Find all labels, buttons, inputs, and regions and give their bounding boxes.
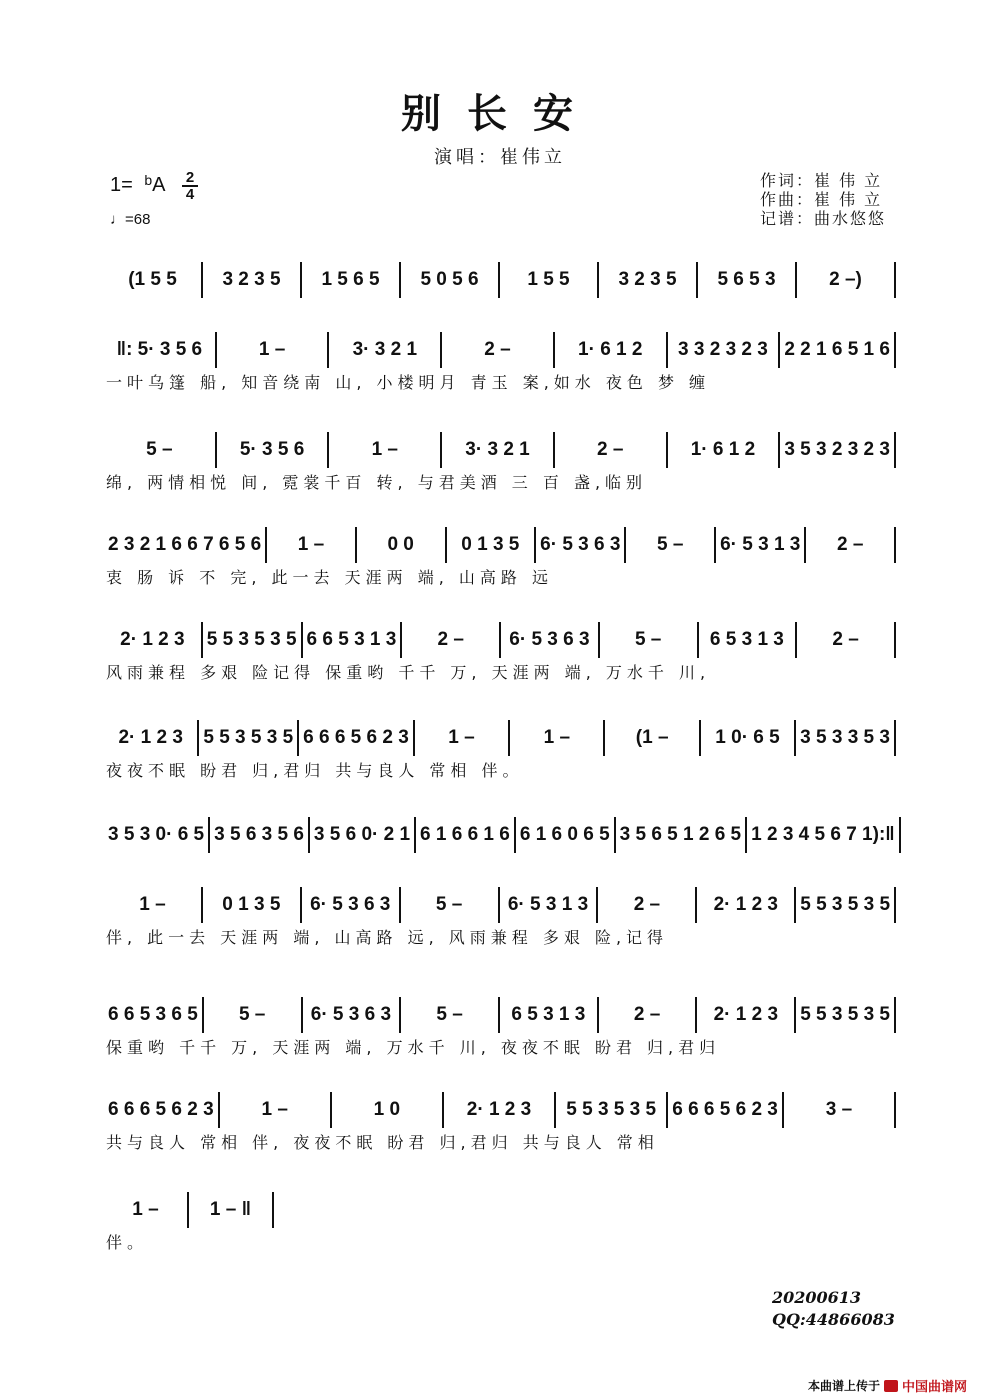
score-line [104, 1090, 896, 1154]
score-line [104, 430, 896, 494]
measure: 3 5 6 5 1 2 6 5 [619, 824, 742, 845]
qq-text: QQ:44866083 [772, 1310, 895, 1329]
measure: 0 1 3 5 [222, 894, 281, 915]
measure: 5 5 3 5 3 5 [566, 1099, 657, 1120]
lyrics-row: 一叶乌篷 船, 知音绕南 山, 小楼明月 青玉 案,如水 夜色 梦 缠 [106, 373, 711, 392]
measure: 1 – ‖ [209, 1199, 252, 1220]
notation-row [104, 995, 896, 1035]
measure: 3 5 6 3 5 6 [214, 824, 304, 845]
measure: 2 –) [829, 269, 862, 290]
notation-row [104, 260, 896, 300]
measure: 2 – [484, 339, 511, 360]
measure: 1 5 5 [527, 269, 570, 290]
singer-credit: 演唱：崔伟立 [434, 147, 566, 168]
tempo-marking: ♩=68 [110, 211, 151, 228]
key-prefix: 1= [110, 174, 139, 196]
notation-row [104, 330, 896, 370]
uploaded-label: 本曲谱上传于 [808, 1379, 881, 1393]
measure: (1 5 5 [128, 269, 177, 290]
measure: 3 5 6 0· 2 1 [313, 824, 411, 845]
bar-line [894, 887, 896, 923]
measure: 2 – [836, 534, 864, 555]
notation-row [104, 430, 896, 470]
measure: 5 5 3 5 3 5 [203, 727, 294, 748]
measure: 2· 1 2 3 [713, 894, 778, 915]
measure: 2 – [832, 629, 859, 650]
credits [760, 171, 886, 228]
key-note: A [152, 174, 166, 196]
notation-row [104, 885, 896, 925]
score-line [104, 718, 896, 782]
notation-row [104, 525, 896, 565]
measure: ‖: 5· 3 5 6 [116, 339, 203, 360]
measure: 6 6 6 5 6 2 3 [303, 727, 409, 748]
bar-line [894, 432, 896, 468]
lyrics-row: 共与良人 常相 伴, 夜夜不眠 盼君 归,君归 共与良人 常相 [106, 1133, 659, 1152]
measure: 5 – [634, 629, 662, 650]
measure: 6 5 3 1 3 [511, 1004, 586, 1025]
measure: 3 5 3 2 3 2 3 [784, 439, 890, 460]
measure: 3 2 3 5 [618, 269, 677, 290]
score-line [104, 620, 896, 684]
measure: 5 – [436, 1004, 463, 1025]
measure: 3· 3 2 1 [352, 339, 418, 360]
site-footer [808, 1376, 967, 1395]
lyrics-row: 伴, 此一去 天涯两 端, 山高路 远, 风雨兼程 多艰 险,记得 [106, 928, 669, 947]
notation-row [104, 620, 896, 660]
score-line [104, 1190, 896, 1254]
measure: 1 – [261, 1099, 288, 1120]
measure: 6 5 3 1 3 [709, 629, 784, 650]
measure: 1 – [448, 727, 475, 748]
lyrics-row [104, 855, 896, 879]
measure: 1 – [371, 439, 398, 460]
measure: 1 – [139, 894, 166, 915]
measure: 5 5 3 5 3 5 [800, 1004, 890, 1025]
time-signature [182, 170, 198, 202]
lyricist-credit: 作词：崔 伟 立 [760, 171, 883, 190]
measure: 1 – [297, 534, 325, 555]
score-line [104, 995, 896, 1059]
measure: 3 5 3 3 5 3 [800, 727, 890, 748]
score-title: 别长安 [401, 90, 599, 137]
measure: 3 3 2 3 2 3 [678, 339, 768, 360]
measure: 5 5 3 5 3 5 [206, 629, 297, 650]
composer-credit: 作曲：崔 伟 立 [760, 190, 883, 209]
measure: 6· 5 3 1 3 [720, 534, 801, 555]
measure: 6 6 6 5 6 2 3 [108, 1099, 214, 1120]
measure: 2 – [597, 439, 624, 460]
bar-line [894, 527, 896, 563]
time-signature-top: 2 [185, 169, 195, 186]
measure: 5 – [238, 1004, 266, 1025]
lyrics-row: 衷 肠 诉 不 完, 此一去 天涯两 端, 山高路 远 [106, 568, 553, 587]
lyrics-row: 夜夜不眠 盼君 归,君归 共与良人 常相 伴。 [106, 761, 524, 780]
measure: 5 0 5 6 [420, 269, 479, 290]
measure: 1 0· 6 5 [715, 727, 780, 748]
bar-line [894, 622, 896, 658]
measure: 3· 3 2 1 [465, 439, 530, 460]
score-line [104, 885, 896, 949]
bar-line [894, 262, 896, 298]
measure: 2· 1 2 3 [713, 1004, 779, 1025]
measure: 1 2 3 4 5 6 7 1):‖ [751, 824, 895, 845]
measure: 6 1 6 6 1 6 [420, 824, 510, 845]
measure: 6 6 5 3 6 5 [108, 1004, 198, 1025]
measure: 2· 1 2 3 [120, 629, 185, 650]
measure: 5 – [146, 439, 173, 460]
measure: 3 5 3 0· 6 5 [108, 824, 205, 845]
bar-line [272, 1192, 274, 1228]
score-line [104, 525, 896, 589]
date-stamp [772, 1287, 895, 1331]
measure: 2 – [437, 629, 464, 650]
measure: 2· 1 2 3 [118, 727, 183, 748]
measure: 6· 5 3 6 3 [310, 1004, 392, 1025]
measure: 6· 5 3 6 3 [509, 629, 590, 650]
bar-line [894, 997, 896, 1033]
lyrics-row [104, 300, 896, 324]
site-logo-icon [884, 1380, 898, 1392]
lyrics-row: 风雨兼程 多艰 险记得 保重哟 千千 万, 天涯两 端, 万水千 川, [106, 663, 711, 682]
measure: 5· 3 5 6 [239, 439, 305, 460]
measure: 5 – [657, 534, 684, 555]
site-name[interactable]: 中国曲谱网 [902, 1380, 968, 1395]
transcriber-credit: 记谱：曲水悠悠 [760, 209, 887, 228]
lyrics-row: 伴。 [106, 1233, 149, 1252]
measure: 0 1 3 5 [461, 534, 520, 555]
score-line [104, 815, 896, 879]
bar-line [899, 817, 901, 853]
measure: 3 2 3 5 [222, 269, 281, 290]
notation-row [104, 1190, 274, 1230]
measure: 2 – [633, 894, 661, 915]
bar-line [894, 1092, 896, 1128]
measure: 1· 6 1 2 [578, 339, 643, 360]
bar-line [894, 332, 896, 368]
notation-row [104, 1090, 896, 1130]
measure: 2 3 2 1 6 6 7 6 5 6 [108, 534, 262, 555]
score-line [104, 330, 896, 394]
notation-row [104, 815, 896, 855]
time-signature-bottom: 4 [185, 186, 195, 203]
measure: 5 5 3 5 3 5 [800, 894, 891, 915]
measure: 1 – [132, 1199, 159, 1220]
measure: 1 – [543, 727, 571, 748]
notation-row [104, 718, 896, 758]
measure: 1 5 6 5 [321, 269, 380, 290]
measure: 5 6 5 3 [717, 269, 776, 290]
measure: 2· 1 2 3 [466, 1099, 532, 1120]
measure: 2 2 1 6 5 1 6 [784, 339, 890, 360]
measure: 5 – [435, 894, 463, 915]
measure: (1 – [635, 727, 669, 748]
key-flat: b [144, 172, 153, 188]
lyrics-row: 绵, 两情相悦 间, 霓裳千百 转, 与君美酒 三 百 盏,临别 [106, 473, 648, 492]
bar-line [894, 720, 896, 756]
measure: 3 – [825, 1099, 853, 1120]
measure: 1· 6 1 2 [690, 439, 756, 460]
lyrics-row: 保重哟 千千 万, 天涯两 端, 万水千 川, 夜夜不眠 盼君 归,君归 [106, 1038, 721, 1057]
score-line [104, 260, 896, 324]
measure: 6· 5 3 6 3 [310, 894, 391, 915]
measure: 6· 5 3 6 3 [540, 534, 621, 555]
measure: 1 – [258, 339, 286, 360]
key-signature [110, 172, 166, 197]
measure: 2 – [633, 1004, 661, 1025]
measure: 6 6 6 5 6 2 3 [672, 1099, 778, 1120]
measure: 1 0 [373, 1099, 401, 1120]
measure: 6· 5 3 1 3 [507, 894, 589, 915]
measure: 6 6 5 3 1 3 [306, 629, 397, 650]
measure: 6 1 6 0 6 5 [519, 824, 610, 845]
date-text: 20200613 [772, 1288, 862, 1307]
measure: 0 0 [387, 534, 414, 555]
